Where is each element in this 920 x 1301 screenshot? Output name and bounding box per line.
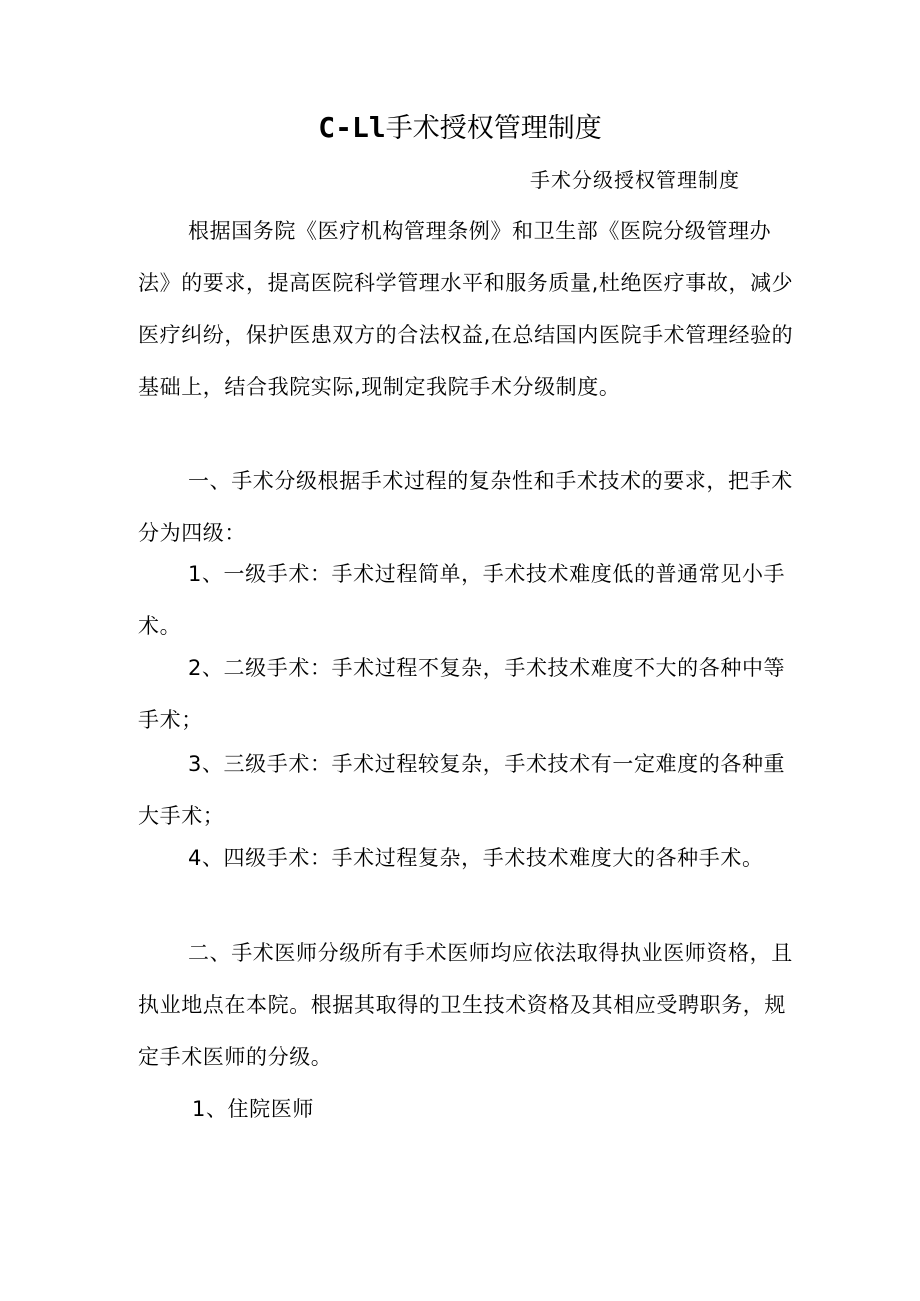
title-code: C-Ll — [318, 111, 386, 144]
title-text: 手术授权管理制度 — [385, 113, 602, 144]
paragraph-intro: 根据国务院《医疗机构管理条例》和卫生部《医院分级管理办法》的要求，提高医院科学管理水平和服务质量,杜绝医疗事故，减少医疗纠纷，保护医患双方的合法权益,在总结国内医院手术管理经验的基础上，结合我院实际,现制定我院手术分级制度。 — [138, 219, 794, 399]
paragraph-level-1: 1、一级手术：手术过程简单，手术技术难度低的普通常见小手术。 — [138, 562, 786, 638]
paragraph-section-2: 二、手术医师分级所有手术医师均应依法取得执业医师资格，且执业地点在本院。根据其取得的卫生技术资格及其相应受聘职务，规定手术医师的分级。 — [138, 941, 793, 1069]
page-title — [0, 108, 920, 149]
paragraph-resident-doctor: 1、住院医师 — [192, 1097, 314, 1121]
paragraph-level-2: 2、二级手术：手术过程不复杂，手术技术难度不大的各种中等手术； — [138, 656, 786, 732]
paragraph-level-3: 3、三级手术：手术过程较复杂，手术技术有一定难度的各种重大手术； — [138, 752, 786, 828]
paragraph-section-1: 一、手术分级根据手术过程的复杂性和手术技术的要求，把手术分为四级： — [138, 469, 793, 545]
paragraph-level-4: 4、四级手术：手术过程复杂，手术技术难度大的各种手术。 — [188, 846, 764, 870]
subtitle: 手术分级授权管理制度 — [530, 168, 740, 192]
